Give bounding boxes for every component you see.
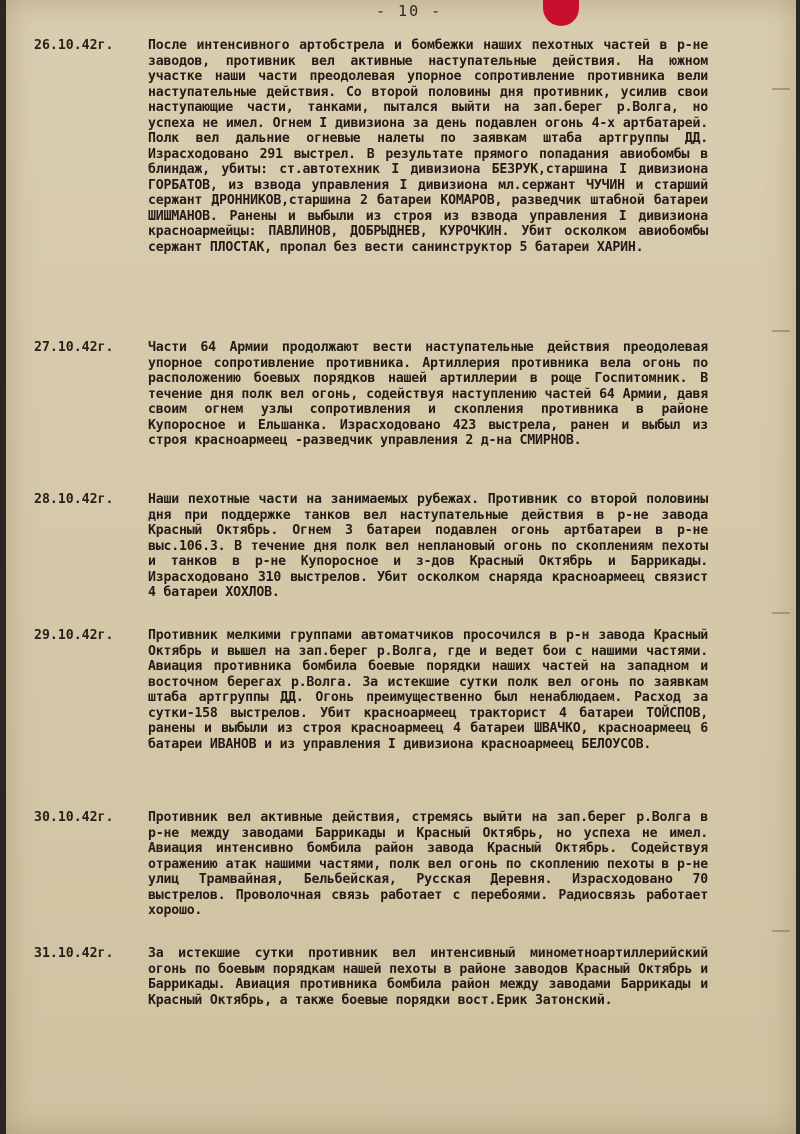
entry-date: 26.10.42г. xyxy=(34,38,114,53)
entry-text: За истекшие сутки противник вел интенсивный минометноартиллерийский огонь по боевым порядкам нашей пехоты в районе заводов Красный Октябрь и Баррикады. Авиация противника бомбила район между заводами Баррикады и Красный Октябрь, а также боевые порядки вост.Ерик Затонский. xyxy=(148,946,708,1008)
entry-text: После интенсивного артобстрела и бомбежки наших пехотных частей в р-не заводов, противник вел активные наступательные действия. На южном участке наши части преодолевая упорное сопротивление противника вели наступательные действия. Со второй половины дня противник, усилив свои наступающие части, танками, пытался выйти на зап.берег р.Волга, но успеха не имел. Огнем I дивизиона за день подавлен огонь 4-х артбатарей. Полк вел дальние огневые налеты по заявкам штаба артгруппы ДД. Израсходовано 291 выстрел. В результате прямого попадания авиобомбы в блиндаж, убиты: ст.автотехник I дивизиона БЕЗРУК,старшина I дивизиона ГОРБАТОВ, из взвода управления I дивизиона мл.сержант ЧУЧИН и старший сержант ДРОННИКОВ,старшина 2 батареи КОМАРОВ, разведчик штабной батареи ШИШМАНОВ. Ранены и выбыли из строя из взвода управления I дивизиона красноармейцы: ПАВЛИНОВ, ДОБРЫДНЕВ, КУРОЧКИН. Убит осколком авиобомбы сержант ПЛОСТАК, пропал без вести санинструктор 5 батареи ХАРИН. xyxy=(148,38,708,255)
entry-date: 30.10.42г. xyxy=(34,810,114,825)
margin-mark xyxy=(772,612,790,614)
document-page xyxy=(6,0,796,1134)
margin-mark xyxy=(772,88,790,90)
entry-text: Части 64 Армии продолжают вести наступательные действия преодолевая упорное сопротивление противника. Артиллерия противника вела огонь по расположению боевых порядков нашей артиллерии в роще Госпитомник. В течение дня полк вел огонь, содействуя наступлению частей 64 Армии, давя своим огнем узлы сопротивления и скопления противника в районе Купоросное и Ельшанка. Израсходовано 423 выстрела, ранен и выбыл из строя красноармеец -разведчик управления 2 д-на СМИРНОВ. xyxy=(148,340,708,448)
entry-date: 29.10.42г. xyxy=(34,628,114,643)
page-number: - 10 - xyxy=(376,2,443,20)
entry-text: Наши пехотные части на занимаемых рубежах. Противник со второй половины дня при поддержке танков вел наступательные действия в р-не завода Красный Октябрь. Огнем 3 батареи подавлен огонь артбатареи в р-не выс.106.3. В течение дня полк вел неплановый огонь по скоплениям пехоты и танков в р-не Купоросное и з-дов Красный Октябрь и Баррикады. Израсходовано 310 выстрелов. Убит осколком снаряда красноармеец связист 4 батареи ХОХЛОВ. xyxy=(148,492,708,600)
entry-text: Противник вел активные действия, стремясь выйти на зап.берег р.Волга в р-не между заводами Баррикады и Красный Октябрь, но успеха не имел. Авиация интенсивно бомбила район завода Красный Октябрь. Содействуя отражению атак нашими частями, полк вел огонь по скоплению пехоты в р-не улиц Трамвайная, Бельбейская, Русская Деревня. Израсходовано 70 выстрелов. Проволочная связь работает с перебоями. Радиосвязь работает хорошо. xyxy=(148,810,708,918)
entry-date: 28.10.42г. xyxy=(34,492,114,507)
entry-text: Противник мелкими группами автоматчиков просочился в р-н завода Красный Октябрь и вышел на зап.берег р.Волга, где и ведет бои с нашими частями. Авиация противника бомбила боевые порядки наших частей на западном и восточном берегах р.Волга. За истекшие сутки полк вел огонь по заявкам штаба артгруппы ДД. Огонь преимущественно был ненаблюдаем. Расход за сутки-158 выстрелов. Убит красноармеец тракторист 4 батареи ТОЙСПОВ, ранены и выбыли из строя красноармеец 4 батареи ШВАЧКО, красноармеец 6 батареи ИВАНОВ и из управления I дивизиона красноармеец БЕЛОУСОВ. xyxy=(148,628,708,752)
margin-mark xyxy=(772,930,790,932)
entry-date: 27.10.42г. xyxy=(34,340,114,355)
entry-date: 31.10.42г. xyxy=(34,946,114,961)
red-seal-mark xyxy=(543,0,579,26)
margin-mark xyxy=(772,330,790,332)
